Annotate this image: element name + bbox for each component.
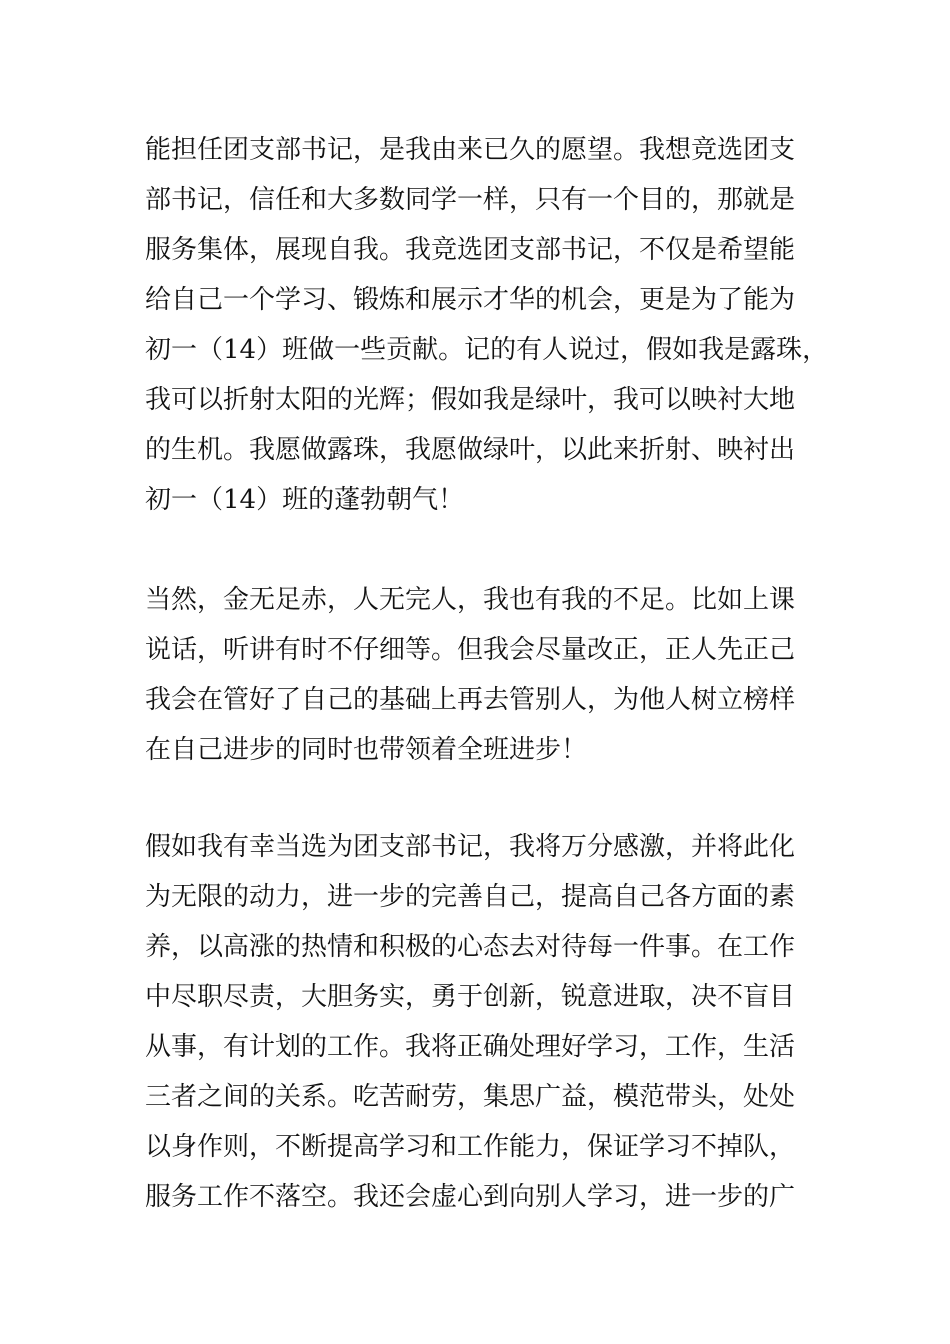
text-line: 为无限的动力，进一步的完善自己，提高自己各方面的素	[145, 882, 796, 912]
text-line: 当然，金无足赤，人无完人，我也有我的不足。比如上课	[145, 585, 796, 615]
text-line: 服务集体，展现自我。我竞选团支部书记，不仅是希望能	[145, 235, 796, 265]
text-line: 的生机。我愿做露珠，我愿做绿叶，以此来折射、映衬出	[145, 435, 796, 465]
text-line: 养，以高涨的热情和积极的心态去对待每一件事。在工作	[145, 932, 796, 962]
text-line: 三者之间的关系。吃苦耐劳，集思广益，模范带头，处处	[145, 1082, 796, 1112]
text-line: 初一（14）班做一些贡献。记的有人说过，假如我是露珠，	[145, 335, 829, 365]
paragraph-3	[145, 822, 815, 1222]
text-line: 我会在管好了自己的基础上再去管别人，为他人树立榜样	[145, 685, 796, 715]
text-line: 我可以折射太阳的光辉；假如我是绿叶，我可以映衬大地	[145, 385, 796, 415]
text-line: 假如我有幸当选为团支部书记，我将万分感激，并将此化	[145, 832, 796, 862]
text-line: 中尽职尽责，大胆务实，勇于创新，锐意进取，决不盲目	[145, 982, 796, 1012]
paragraph-2	[145, 575, 815, 775]
text-line: 在自己进步的同时也带领着全班进步！	[145, 735, 588, 765]
text-line: 给自己一个学习、锻炼和展示才华的机会，更是为了能为	[145, 285, 796, 315]
text-line: 从事，有计划的工作。我将正确处理好学习，工作，生活	[145, 1032, 796, 1062]
text-line: 部书记，信任和大多数同学一样，只有一个目的，那就是	[145, 185, 796, 215]
text-line: 说话，听讲有时不仔细等。但我会尽量改正，正人先正己	[145, 635, 796, 665]
paragraph-1	[145, 125, 829, 525]
text-line: 以身作则，不断提高学习和工作能力，保证学习不掉队，	[145, 1132, 796, 1162]
text-line: 初一（14）班的蓬勃朝气！	[145, 485, 465, 515]
text-line: 服务工作不落空。我还会虚心到向别人学习，进一步的广	[145, 1182, 796, 1212]
text-line: 能担任团支部书记，是我由来已久的愿望。我想竞选团支	[145, 135, 796, 165]
